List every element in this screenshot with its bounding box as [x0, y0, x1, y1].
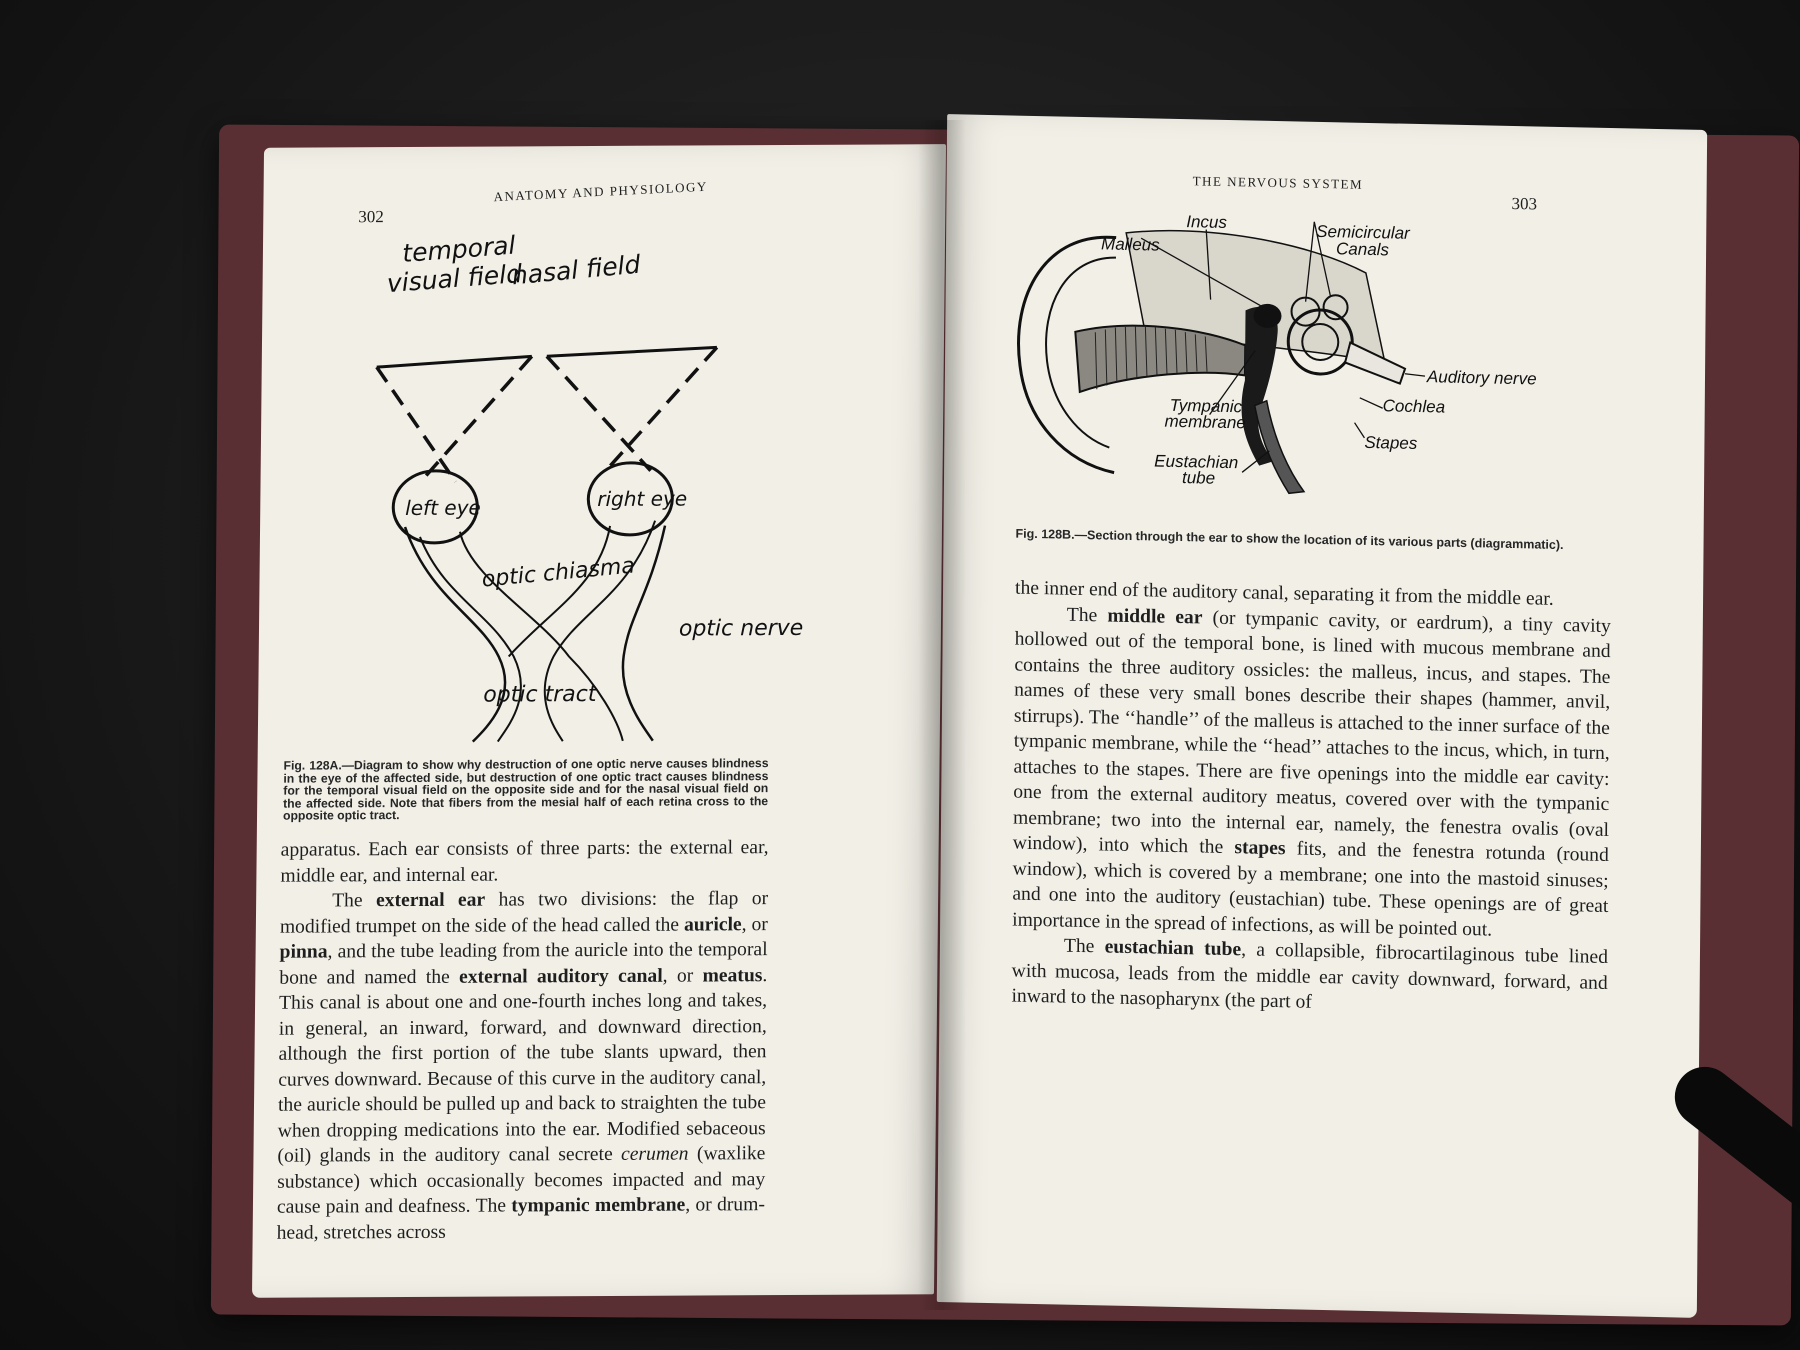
label-semicircular: Semicircular [1316, 221, 1410, 243]
label-left-eye: left eye [405, 495, 481, 521]
label-eustachian: Eustachian [1154, 451, 1239, 473]
label-cochlea: Cochlea [1382, 396, 1446, 417]
caption-text: —Section through the ear to show the location of its various parts (diagrammatic). [1074, 527, 1564, 553]
label-auditory-nerve: Auditory nerve [1426, 367, 1537, 389]
label-temporal: temporal [401, 230, 517, 268]
label-optic-tract: optic tract [483, 682, 597, 708]
label-tube: tube [1181, 468, 1216, 488]
label-membrane: membrane [1164, 411, 1246, 433]
text-segment: meatus [702, 964, 763, 986]
label-tympanic: Tympanic [1169, 395, 1243, 417]
text-segment: stapes [1234, 837, 1286, 860]
text-segment: (waxlike substance) which occasionally becomes impacted and may cause pain and deafness. The [276, 1143, 766, 1218]
running-head: ANATOMY AND PHYSIOLOGY [493, 178, 709, 205]
text-segment: has two divisions: the flap or modified trumpet on the side of the head called the [279, 888, 769, 938]
body-text [277, 835, 769, 1246]
text-segment: fits, and the fenestra rotunda (round window), which is covered by a membrane; one into the mastoid sinuses; and one into the auditory (eustachian) tube. These openings are of great importance in the spread of infections, as will be pointed out. [1012, 838, 1609, 941]
label-nasal-field: nasal field [510, 249, 642, 291]
figure-caption [1015, 528, 1570, 552]
left-page [252, 144, 946, 1298]
book-spine [918, 120, 966, 1310]
text-segment: tympanic membrane [511, 1194, 686, 1217]
caption-label: Fig. 128B. [1015, 526, 1075, 542]
text-segment: external auditory canal [458, 965, 663, 988]
text-segment: auricle [683, 913, 742, 936]
paragraph [1012, 601, 1611, 945]
optic-pathway-diagram [358, 215, 824, 747]
text-segment: , or drum-head, stretches across [276, 1194, 766, 1244]
label-right-eye: right eye [597, 486, 688, 511]
text-segment: , or [662, 964, 703, 987]
text-segment: the inner end of the auditory canal, separating it from the middle ear. [1014, 577, 1554, 610]
ear-section-diagram [1004, 195, 1567, 507]
body-text [1011, 576, 1611, 1022]
text-segment: middle ear [1107, 605, 1203, 628]
label-canals: Canals [1335, 239, 1390, 260]
text-segment: , a collapsible, fibrocartilaginous tube lined with mucosa, leads from the middle ear cavity downward, forward, and inward to the nasopharynx (the part of [1011, 939, 1609, 1013]
running-head: THE NERVOUS SYSTEM [1192, 173, 1364, 192]
text-segment: . This canal is about one and one-fourth inches long and takes, in general, an inward, forward, and downward direction, although the first portion of the tube slants upward, then curves downward. Because of this curve in the auditory canal, the auricle should be pulled up and back to straighten the tube when dropping medications into the ear. Modified sebaceous (oil) glands in the auditory canal secrete [277, 964, 768, 1167]
paragraph [280, 835, 769, 889]
right-page [937, 114, 1707, 1318]
label-stapes: Stapes [1364, 432, 1418, 453]
label-optic-chiasma: optic chiasma [480, 553, 636, 593]
text-segment: external ear [375, 889, 486, 912]
label-optic-nerve: optic nerve [678, 615, 804, 642]
page-number: 303 [1511, 193, 1538, 214]
caption-text: —Diagram to show why destruction of one optic nerve causes blindness in the eye of the affected side, but destruction of one optic tract causes blindness for the temporal visual field on the opposite side and for the nasal visual field on the affected side. Note that fibers from the mesial half of each retina cross to the opposite optic tract. [282, 756, 769, 824]
text-segment: The [332, 890, 377, 912]
label-malleus: Malleus [1101, 234, 1160, 255]
figure-caption [283, 757, 769, 823]
paragraph [1011, 933, 1608, 1022]
text-segment: The [1063, 935, 1105, 958]
text-segment: pinna [279, 941, 328, 963]
label-incus: Incus [1186, 212, 1228, 232]
caption-label: Fig. 128A. [283, 758, 342, 773]
text-segment: , and the tube leading from the auricle into the temporal bone and named the [279, 939, 768, 989]
text-segment: , or [741, 913, 768, 935]
label-visual-field: visual field [386, 259, 523, 299]
text-segment: apparatus. Each ear consists of three parts: the external ear, middle ear, and internal ear. [280, 837, 769, 887]
text-segment: cerumen [620, 1143, 689, 1165]
text-segment: The [1066, 604, 1108, 627]
text-segment: (or tympanic cavity, or eardrum), a tiny cavity hollowed out of the temporal bone, is lined with mucous membrane and contains the three auditory ossicles: the malleus, incus, and stapes. The names of these very small bones describe their shapes (hammer, anvil, stirrups). The ‘‘handle’’ of the malleus is attached to the inner surface of the tympanic membrane, while the ‘‘head’’ attaches to the incus, which, in turn, attaches to the stapes. There are five openings into the middle ear cavity: one from the external auditory meatus, covered over with the tympanic membrane; two into the internal ear, namely, the fenestra ovalis (oval window), into which the [1012, 606, 1611, 859]
text-segment: eustachian tube [1104, 936, 1242, 961]
paragraph [277, 886, 769, 1246]
page-number: 302 [358, 207, 384, 227]
